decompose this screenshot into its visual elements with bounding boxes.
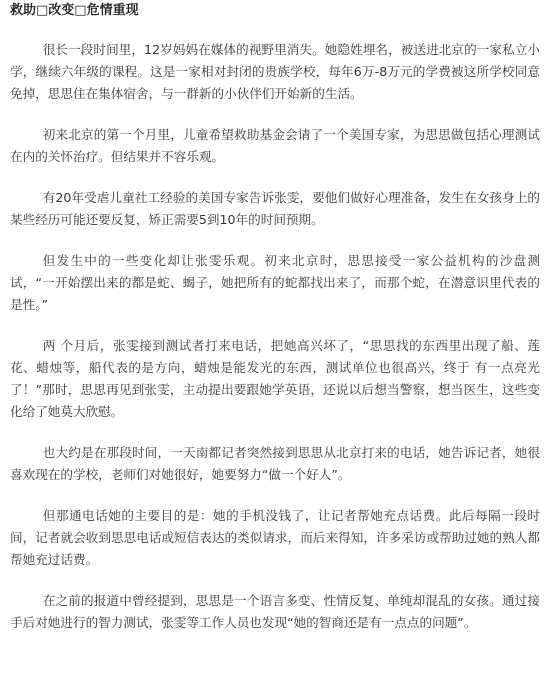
paragraph-3: 有20年受虐儿童社工经验的美国专家告诉张雯，要他们做好心理准备，发生在女孩身上的某些经历可能还要反复，矫正需要5到10年的时间预期。	[10, 190, 540, 227]
paragraph-2: 初来北京的第一个月里，儿童希望救助基金会请了一个美国专家，为思思做包括心理测试在内的关怀治疗。但结果并不容乐观。	[10, 127, 540, 164]
paragraph-5: 两 个月后，张雯接到测试者打来电话，把她高兴坏了，“思思找的东西里出现了船、莲花、蜡烛等，船代表的是方向，蜡烛是能发光的东西，测试单位也很高兴，终于 有一点亮光了！”那时，思思再见到张雯，主动提出要跟她学英语，还说以后想当警察，想当医生，这些变化给了她莫大欣慰。	[10, 338, 540, 419]
paragraph-4: 但发生中的一些变化却让张雯乐观。初来北京时，思思接受一家公益机构的沙盘测试，“一开始摆出来的都是蛇、蝎子，她把所有的蛇都找出来了，而那个蛇，在潜意识里代表的是性。”	[10, 253, 540, 312]
article	[0, 3, 550, 686]
section-heading: 救助□改变□危情重现	[10, 3, 139, 18]
paragraph-7: 但那通电话她的主要目的是：她的手机没钱了，让记者帮她充点话费。此后每隔一段时间，记者就会收到思思电话或短信表达的类似请求，而后来得知，许多采访或帮助过她的熟人都帮她充过话费。	[10, 508, 540, 567]
paragraph-8: 在之前的报道中曾经提到，思思是一个语言多变、性情反复、单纯却混乱的女孩。通过接手后对她进行的智力测试，张雯等工作人员也发现“她的智商还是有一点点的问题”。	[10, 593, 540, 630]
paragraph-6: 也大约是在那段时间，一天南都记者突然接到思思从北京打来的电话，她告诉记者，她很喜欢现在的学校，老师们对她很好，她要努力“做一个好人”。	[10, 445, 540, 482]
paragraph-1: 很长一段时间里，12岁妈妈在媒体的视野里消失。她隐姓埋名，被送进北京的一家私立小学，继续六年级的课程。这是一家相对封闭的贵族学校，每年6万-8万元的学费被这所学校同意免掉，思思住在集体宿舍，与一群新的小伙伴们开始新的生活。	[10, 42, 540, 101]
